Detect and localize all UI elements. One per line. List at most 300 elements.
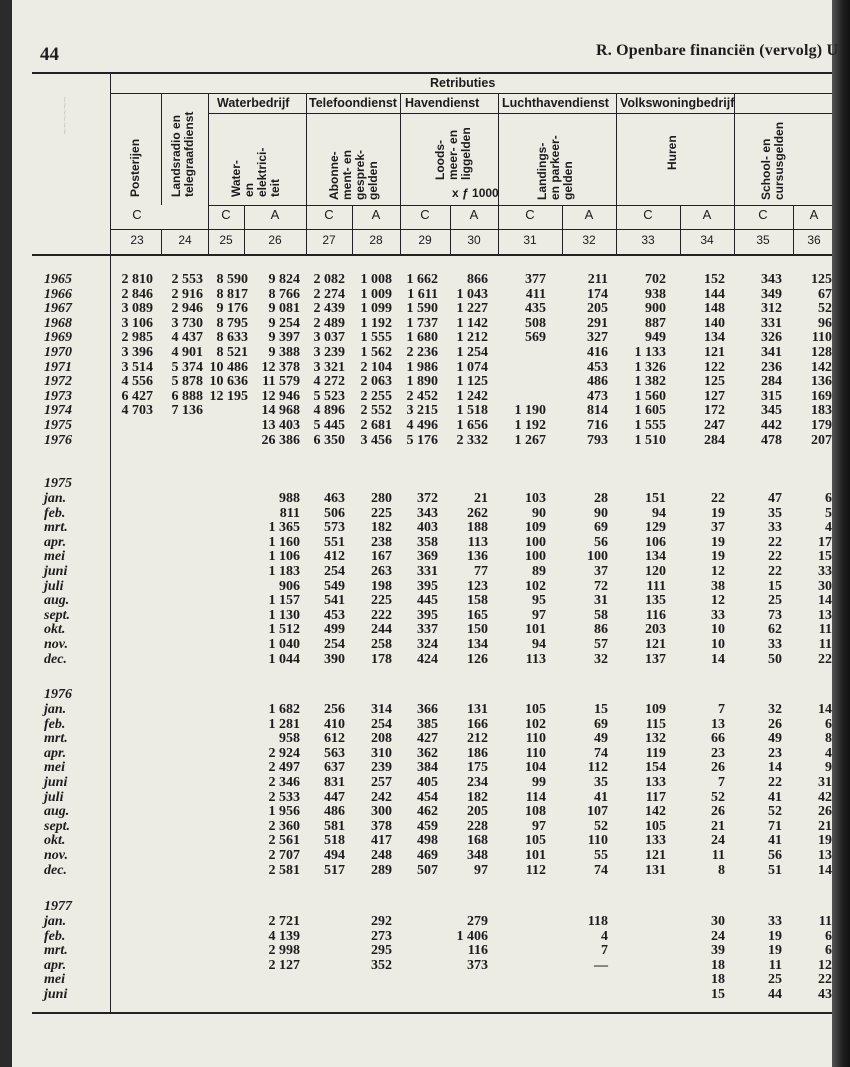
table-cell: 793 [587, 432, 608, 448]
col-rule [208, 93, 209, 254]
table-cell: 1 281 [268, 716, 300, 732]
table-cell: 4 496 [406, 418, 438, 433]
table-cell: 1 512 [268, 622, 300, 638]
table-cell: 110 [525, 731, 546, 747]
table-cell: 906 [279, 578, 300, 594]
table-cell: 4 437 [171, 330, 203, 346]
table-cell: 1 212 [456, 330, 488, 346]
table-cell: 427 [417, 731, 438, 747]
table-cell: 378 [371, 818, 392, 834]
table-cell: 2 924 [268, 745, 300, 761]
column-number: 35 [756, 233, 770, 247]
table-cell: 1 406 [456, 928, 488, 944]
table-cell: 14 [711, 651, 725, 667]
table-cell: 57 [594, 637, 608, 652]
table-cell: 120 [645, 564, 666, 579]
table-cell: 348 [467, 848, 488, 863]
table-cell: 1 890 [406, 374, 438, 390]
table-cell: 37 [711, 520, 725, 536]
table-cell: 14 968 [261, 403, 300, 419]
table-cell: 26 [711, 804, 725, 820]
col-rule [793, 205, 794, 254]
table-cell: 454 [417, 789, 438, 805]
table-cell: 49 [768, 731, 782, 747]
table-cell: 116 [467, 943, 488, 959]
table-cell: 2 236 [406, 345, 438, 360]
col-rule [161, 229, 162, 254]
table-cell: 295 [371, 943, 392, 959]
table-cell: 106 [645, 534, 666, 550]
table-cell: 121 [645, 637, 666, 652]
table-cell: 326 [761, 330, 782, 346]
table-cell: 3 514 [121, 359, 153, 375]
table-cell: 41 [768, 833, 782, 849]
table-cell: 67 [818, 286, 832, 302]
table-cell: 324 [417, 637, 438, 652]
table-cell: 6 [825, 943, 832, 959]
table-cell: 99 [532, 775, 546, 790]
table-cell: 4 [601, 928, 608, 944]
row-label-month: okt. [44, 833, 66, 849]
table-cell: 958 [279, 731, 300, 747]
row-label-year: 1968 [44, 315, 72, 331]
table-cell: 97 [532, 607, 546, 623]
table-cell: 258 [371, 637, 392, 652]
table-cell: 244 [371, 622, 392, 638]
column-ac-marker: C [132, 207, 142, 222]
table-cell: 6 350 [313, 432, 345, 448]
table-cell: 49 [594, 731, 608, 747]
table-cell: 3 456 [360, 432, 392, 448]
table-cell: 279 [467, 914, 488, 929]
table-cell: 9 388 [268, 345, 300, 360]
table-cell: 3 037 [313, 330, 345, 346]
table-cell: 2 332 [456, 432, 488, 448]
table-cell: 508 [525, 315, 546, 331]
table-cell: 4 139 [268, 928, 300, 944]
table-cell: 1 008 [360, 272, 392, 287]
table-cell: 225 [371, 593, 392, 609]
table-cell: 125 [811, 272, 832, 287]
table-cell: 22 [818, 972, 832, 988]
group-heading-waterbedrijf: Waterbedrijf [217, 96, 290, 110]
table-cell: 166 [467, 716, 488, 732]
column-number: 31 [523, 233, 537, 247]
table-cell: 1 130 [268, 607, 300, 623]
table-cell: 498 [417, 833, 438, 849]
table-cell: 453 [587, 359, 608, 375]
table-cell: 22 [768, 549, 782, 565]
table-cell: 312 [761, 301, 782, 317]
table-cell: 14 [818, 593, 832, 609]
table-cell: 343 [417, 505, 438, 521]
table-cell: 262 [467, 505, 488, 521]
table-cell: 2 082 [313, 272, 345, 287]
table-cell: 52 [768, 804, 782, 820]
table-cell: 96 [818, 315, 832, 331]
table-cell: 23 [711, 745, 725, 761]
table-cell: 280 [371, 491, 392, 506]
table-cell: 1 043 [456, 286, 488, 302]
table-cell: 182 [371, 520, 392, 536]
table-cell: 384 [417, 760, 438, 776]
table-cell: 134 [704, 330, 725, 346]
table-cell: 248 [371, 848, 392, 863]
table-cell: 101 [525, 622, 546, 638]
row-label-month: juli [44, 578, 64, 594]
table-cell: 239 [371, 760, 392, 776]
table-cell: 90 [594, 505, 608, 521]
table-cell: 1 125 [456, 374, 488, 390]
table-cell: 58 [594, 607, 608, 623]
table-cell: 1 590 [406, 301, 438, 317]
table-cell: 105 [525, 702, 546, 717]
col-rule [616, 93, 617, 254]
row-label-year: 1975 [44, 418, 72, 433]
column-number: 29 [418, 233, 432, 247]
table-cell: 207 [811, 432, 832, 448]
table-cell: 17 [818, 534, 832, 550]
group-rule [208, 113, 832, 114]
table-cell: 10 486 [209, 359, 248, 375]
table-cell: 2 916 [171, 286, 203, 302]
table-cell: 158 [467, 593, 488, 609]
table-cell: 7 136 [171, 403, 203, 419]
table-cell: 900 [645, 301, 666, 317]
table-cell: 167 [371, 549, 392, 565]
table-cell: 133 [645, 775, 666, 790]
row-label-month: feb. [44, 505, 66, 521]
table-cell: 13 [818, 848, 832, 863]
table-cell: 12 946 [261, 388, 300, 404]
table-cell: 131 [467, 702, 488, 717]
table-cell: 1 365 [268, 520, 300, 536]
table-cell: 2 810 [121, 272, 153, 287]
table-cell: 5 374 [171, 359, 203, 375]
table-cell: 1 074 [456, 359, 488, 375]
table-cell: 5 878 [171, 374, 203, 390]
row-label-year: 1972 [44, 374, 72, 390]
table-cell: 55 [594, 848, 608, 863]
column-number: 25 [219, 233, 233, 247]
table-cell: 89 [532, 564, 546, 579]
column-header-landings-parkeergelden: Landings- en parkeer- gelden [535, 135, 575, 200]
table-cell: 2 360 [268, 818, 300, 834]
row-label-year: 1965 [44, 272, 72, 287]
table-cell: 33 [768, 637, 782, 652]
table-cell: 44 [768, 987, 782, 1002]
table-cell: 263 [371, 564, 392, 579]
table-cell: 33 [818, 564, 832, 579]
table-cell: 1 009 [360, 286, 392, 302]
table-cell: 1 555 [360, 330, 392, 346]
table-cell: 90 [532, 505, 546, 521]
table-cell: 11 [818, 914, 832, 929]
table-cell: 289 [371, 862, 392, 878]
row-label-year: 1971 [44, 359, 72, 375]
table-cell: 37 [594, 564, 608, 579]
table-cell: 424 [417, 651, 438, 667]
ac-rule-bottom [110, 229, 832, 230]
table-cell: 551 [324, 534, 345, 550]
table-cell: 284 [704, 432, 725, 448]
table-cell: 395 [417, 578, 438, 594]
table-cell: 52 [711, 789, 725, 805]
col-rule [734, 93, 735, 254]
table-cell: 2 681 [360, 418, 392, 433]
column-number: 30 [467, 233, 481, 247]
table-cell: 28 [594, 491, 608, 506]
row-label-month: dec. [44, 651, 67, 667]
row-label-year: 1976 [44, 432, 72, 448]
table-cell: 9 254 [268, 315, 300, 331]
table-cell: 39 [711, 943, 725, 959]
table-cell: 8 590 [216, 272, 248, 287]
table-cell: 115 [645, 716, 666, 732]
table-cell: 637 [324, 760, 345, 776]
table-cell: 104 [525, 760, 546, 776]
table-cell: 4 [825, 520, 832, 536]
table-cell: 358 [417, 534, 438, 550]
table-cell: 1 560 [634, 388, 666, 404]
table-cell: 13 403 [261, 418, 300, 433]
column-number: 26 [268, 233, 282, 247]
table-cell: 256 [324, 702, 345, 717]
col-rule [161, 93, 162, 205]
table-cell: 284 [761, 374, 782, 390]
table-cell: 1 605 [634, 403, 666, 419]
table-cell: 111 [646, 578, 666, 594]
table-cell: 208 [371, 731, 392, 747]
table-cell: 331 [761, 315, 782, 331]
table-cell: 366 [417, 702, 438, 717]
group-heading-telefoondienst: Telefoondienst [309, 96, 397, 110]
table-cell: 22 [818, 651, 832, 667]
table-cell: 35 [768, 505, 782, 521]
table-cell: 18 [711, 972, 725, 988]
table-cell: 41 [768, 789, 782, 805]
section-year-label: 1975 [44, 476, 72, 491]
row-label-month: aug. [44, 804, 70, 820]
table-cell: 3 106 [121, 315, 153, 331]
table-cell: 234 [467, 775, 488, 790]
table-cell: 129 [645, 520, 666, 536]
table-cell: 702 [645, 272, 666, 287]
table-cell: 205 [587, 301, 608, 317]
table-cell: 462 [417, 804, 438, 820]
table-cell: 549 [324, 578, 345, 594]
table-cell: 1 160 [268, 534, 300, 550]
table-cell: 154 [645, 760, 666, 776]
row-label-month: mrt. [44, 943, 68, 959]
table-cell: 151 [645, 491, 666, 506]
column-header-abonnement-gesprekgelden: Abonne- ment- en gesprek- gelden [327, 149, 380, 200]
table-cell: 478 [761, 432, 782, 448]
table-cell: 2 581 [268, 862, 300, 878]
table-cell: 26 386 [261, 432, 300, 448]
table-cell: 345 [761, 403, 782, 419]
table-cell: 3 215 [406, 403, 438, 419]
table-cell: 15 [711, 987, 725, 1002]
table-cell: 1 192 [360, 315, 392, 331]
table-cell: 254 [371, 716, 392, 732]
table-cell: 385 [417, 716, 438, 732]
table-cell: 56 [594, 534, 608, 550]
table-cell: 137 [645, 651, 666, 667]
table-cell: 134 [645, 549, 666, 565]
table-cell: 1 142 [456, 315, 488, 331]
row-label-month: mrt. [44, 520, 68, 536]
table-cell: 7 [718, 775, 725, 790]
table-cell: 103 [525, 491, 546, 506]
table-cell: 110 [587, 833, 608, 849]
table-cell: 12 [711, 593, 725, 609]
section-year-label: 1977 [44, 899, 72, 914]
table-cell: 11 [768, 957, 782, 973]
unit-label: x ƒ 1000 [452, 186, 499, 200]
row-label-month: feb. [44, 716, 66, 732]
row-label-year: 1966 [44, 286, 72, 302]
table-cell: 225 [371, 505, 392, 521]
column-header-landsradio: Landsradio en telegraafdienst [169, 111, 196, 197]
table-cell: 8 766 [268, 286, 300, 302]
table-cell: 24 [711, 928, 725, 944]
table-cell: 459 [417, 818, 438, 834]
table-cell: 69 [594, 520, 608, 536]
table-cell: 7 [718, 702, 725, 717]
table-cell: 109 [525, 520, 546, 536]
column-ac-marker: C [420, 207, 430, 222]
table-cell: 22 [768, 775, 782, 790]
table-cell: 19 [711, 549, 725, 565]
table-cell: 4 556 [121, 374, 153, 390]
table-cell: 113 [467, 534, 488, 550]
table-cell: 121 [704, 345, 725, 360]
table-cell: 1 242 [456, 388, 488, 404]
table-cell: 13 [818, 607, 832, 623]
table-cell: 2 104 [360, 359, 392, 375]
table-cell: 24 [711, 833, 725, 849]
table-cell: 19 [711, 505, 725, 521]
table-cell: 133 [645, 833, 666, 849]
table-cell: 291 [587, 315, 608, 331]
table-cell: 416 [587, 345, 608, 360]
table-cell: 417 [371, 833, 392, 849]
row-label-month: aug. [44, 593, 70, 609]
table-cell: 23 [768, 745, 782, 761]
table-cell: 442 [761, 418, 782, 433]
table-cell: 50 [768, 651, 782, 667]
row-label-month: jan. [44, 702, 67, 717]
table-cell: 1 562 [360, 345, 392, 360]
table-cell: 183 [811, 403, 832, 419]
table-cell: 77 [474, 564, 488, 579]
table-cell: 69 [594, 716, 608, 732]
table-cell: 132 [645, 731, 666, 747]
table-cell: 257 [371, 775, 392, 790]
ac-rule-top [208, 205, 832, 206]
table-cell: 447 [324, 789, 345, 805]
column-ac-marker: C [324, 207, 334, 222]
table-cell: 11 [711, 848, 725, 863]
table-cell: 22 [768, 564, 782, 579]
table-cell: 72 [594, 578, 608, 594]
table-cell: 1 157 [268, 593, 300, 609]
table-cell: 573 [324, 520, 345, 536]
table-cell: 6 888 [171, 388, 203, 404]
table-cell: 8 [718, 862, 725, 878]
table-cell: 377 [525, 272, 546, 287]
table-cell: 10 [711, 622, 725, 638]
table-cell: 349 [761, 286, 782, 302]
table-cell: 222 [371, 607, 392, 623]
table-cell: 128 [811, 345, 832, 360]
table-cell: 327 [587, 330, 608, 346]
table-cell: 51 [768, 862, 782, 878]
table-cell: 1 254 [456, 345, 488, 360]
table-cell: 14 [818, 862, 832, 878]
table-cell: 949 [645, 330, 666, 346]
column-ac-marker: A [469, 207, 479, 222]
table-cell: 1 518 [456, 403, 488, 419]
bleed-through-text: ~~~~~~ [58, 96, 70, 135]
table-cell: 182 [467, 789, 488, 805]
row-label-month: mrt. [44, 731, 68, 747]
table-cell: 41 [594, 789, 608, 805]
table-cell: 136 [467, 549, 488, 565]
table-cell: 125 [704, 374, 725, 390]
table-cell: 1 682 [268, 702, 300, 717]
table-cell: 1 099 [360, 301, 392, 317]
table-cell: 517 [324, 862, 345, 878]
table-cell: 97 [532, 818, 546, 834]
table-cell: 15 [594, 702, 608, 717]
row-label-month: mei [44, 760, 65, 776]
table-cell: 10 636 [209, 374, 248, 390]
table-cell: 518 [324, 833, 345, 849]
table-cell: 144 [704, 286, 725, 302]
table-cell: 105 [645, 818, 666, 834]
table-cell: 112 [587, 760, 608, 776]
col-rule [680, 205, 681, 254]
table-cell: 9 824 [268, 272, 300, 287]
row-label-month: jan. [44, 491, 67, 506]
column-ac-marker: A [270, 207, 280, 222]
table-cell: 1 555 [634, 418, 666, 433]
table-cell: 119 [645, 745, 666, 761]
table-cell: 62 [768, 622, 782, 638]
table-cell: 100 [587, 549, 608, 565]
table-cell: 26 [711, 760, 725, 776]
table-cell: 1 680 [406, 330, 438, 346]
table-cell: 236 [761, 359, 782, 375]
table-cell: 463 [324, 491, 345, 506]
table-cell: 1 326 [634, 359, 666, 375]
table-cell: 52 [818, 301, 832, 317]
table-cell: 2 489 [313, 315, 345, 331]
table-cell: 228 [467, 818, 488, 834]
table-cell: 273 [371, 928, 392, 944]
table-cell: 2 452 [406, 388, 438, 404]
running-head: R. Openbare financiën (vervolg) U [596, 42, 839, 59]
table-cell: 14 [768, 760, 782, 776]
row-label-year: 1974 [44, 403, 72, 419]
group-heading-luchthavendienst: Luchthavendienst [502, 96, 609, 110]
table-cell: 121 [645, 848, 666, 863]
table-cell: 31 [594, 593, 608, 609]
column-header-huren: Huren [665, 135, 679, 170]
table-cell: 47 [768, 491, 782, 506]
